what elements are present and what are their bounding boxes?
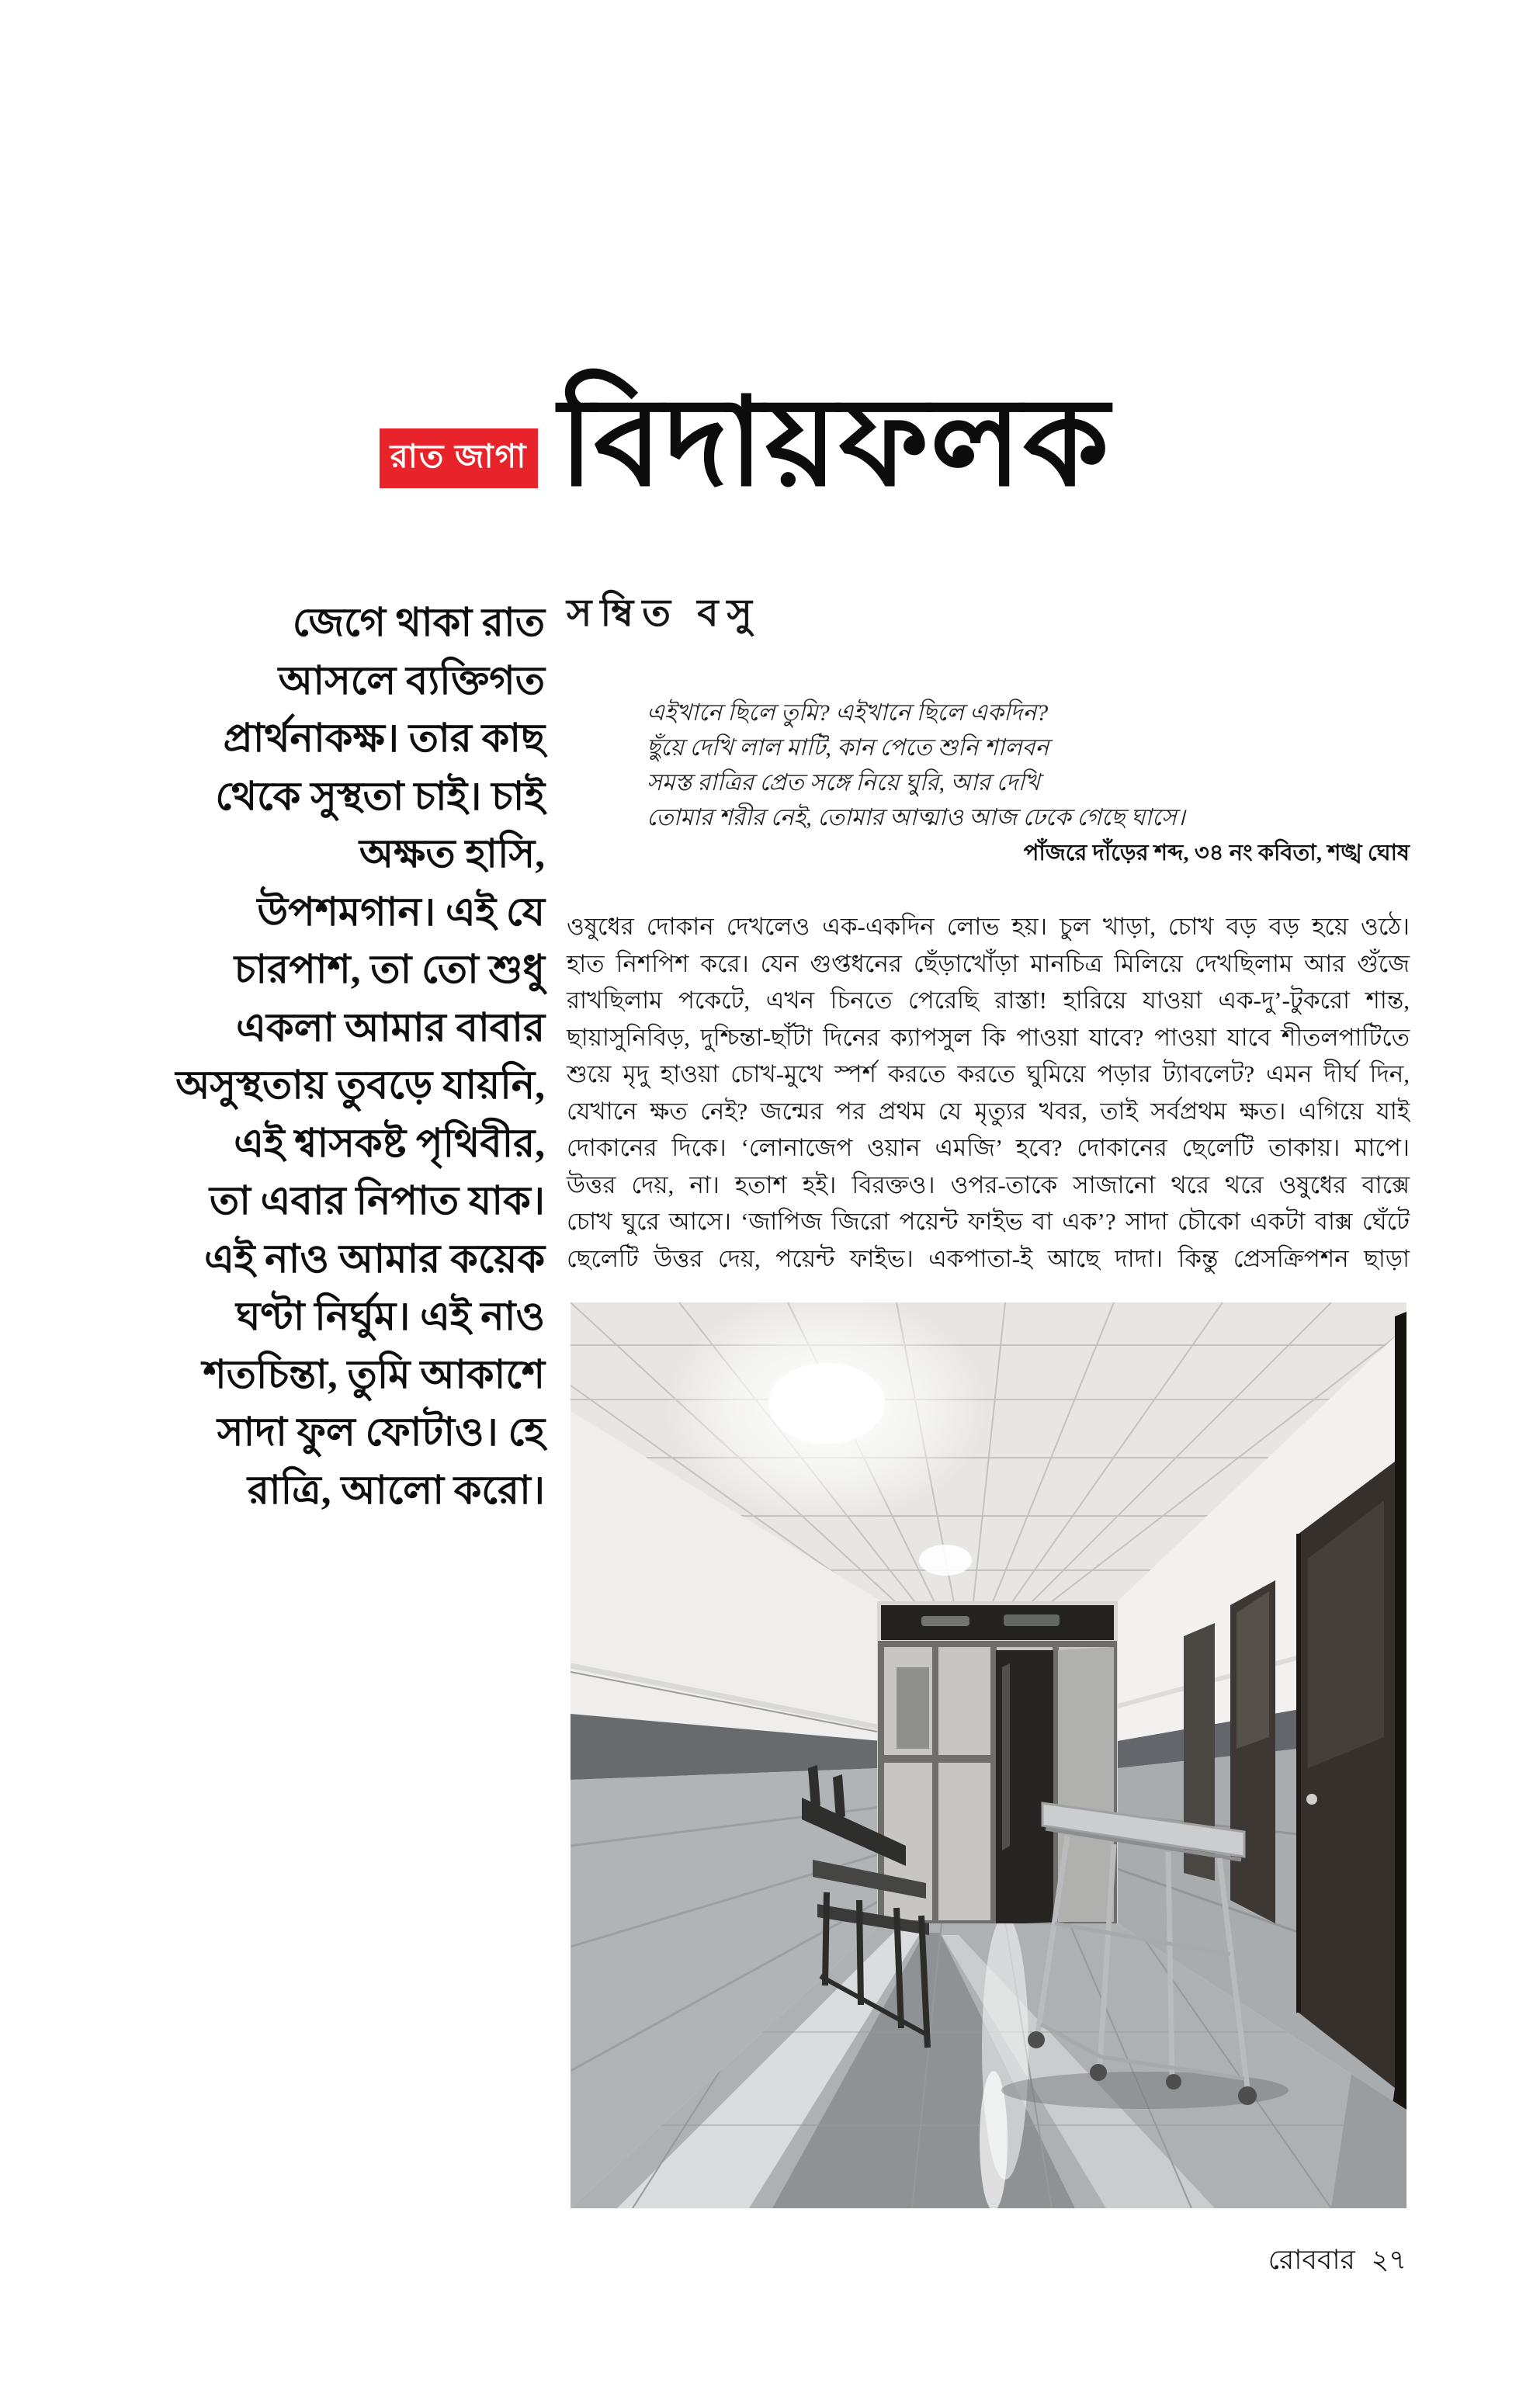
text-line: চোখ ঘুরে আসে। ‘জাপিজ জিরো পয়েন্ট ফাইভ বা এক’? সাদা চৌকো একটা বাক্স ঘেঁটে — [567, 1208, 1410, 1235]
text-line: এই শ্বাসকষ্ট পৃথিবীর, — [234, 1122, 545, 1166]
text-line: সাদা ফুল ফোটাও। হে — [217, 1411, 545, 1455]
text-line: ছুঁয়ে দেখি লাল মাটি, কান পেতে শুনি শালবন — [647, 735, 1049, 761]
text-line: উত্তর দেয়, না। হতাশ হই। বিরক্তও। ওপর-তাকে সাজানো থরে থরে ওষুধের বাক্সে — [567, 1170, 1410, 1198]
text-line: ছেলেটি উত্তর দেয়, পয়েন্ট ফাইভ। একপাতা-ই আছে দাদা। কিন্তু প্রেসক্রিপশন ছাড়া — [567, 1244, 1410, 1272]
text-line: তোমার শরীর নেই, তোমার আত্মাও আজ ঢেকে গেছে ঘাসে। — [647, 805, 1185, 831]
text-line: এইখানে ছিলে তুমি? এইখানে ছিলে একদিন? — [647, 700, 1049, 726]
kicker-label: রাত জাগা — [390, 439, 528, 475]
text-line: আসলে ব্যক্তিগত — [278, 659, 545, 703]
article-body — [567, 908, 1410, 1277]
text-line: ছায়াসুনিবিড়, দুশ্চিন্তা-ছাঁটা দিনের ক্যাপসুল কি পাওয়া যাবে? পাওয়া যাবে শীতলপাটিতে — [567, 1023, 1410, 1051]
text-line: সমস্ত রাত্রির প্রেত সঙ্গে নিয়ে ঘুরি, আর দেখি — [647, 770, 1040, 796]
author-byline: সম্বিত বসু — [567, 591, 761, 634]
kicker-badge — [380, 428, 538, 488]
text-line: একলা আমার বাবার — [236, 1006, 545, 1050]
poem-quote — [647, 695, 1345, 835]
text-line: দোকানের দিকে। ‘লোনাজেপ ওয়ান এমজি’ হবে? দোকানের ছেলেটি তাকায়। মাপে। — [567, 1134, 1410, 1161]
hospital-corridor-photo — [571, 1302, 1406, 2208]
text-line: ওষুধের দোকান দেখলেও এক-একদিন লোভ হয়। চুল খাড়া, চোখ বড় বড় হয়ে ওঠে। — [567, 913, 1410, 940]
text-line: জেগে থাকা রাত — [292, 602, 545, 645]
text-line: যেখানে ক্ষত নেই? জন্মের পর প্রথম যে মৃত্যুর খবর, তাই সর্বপ্রথম ক্ষত। এগিয়ে যাই — [567, 1097, 1410, 1125]
text-line: ঘণ্টা নির্ঘুম। এই নাও — [235, 1295, 545, 1339]
article-headline: বিদায়ফলক — [559, 376, 1111, 512]
text-line: অসুস্থতায় তুবড়ে যায়নি, — [175, 1064, 545, 1108]
text-line: শুয়ে মৃদু হাওয়া চোখ-মুখে স্পর্শ করতে করতে ঘুমিয়ে পড়ার ট্যাবলেট? এমন দীর্ঘ দিন, — [567, 1060, 1410, 1087]
corridor-illustration — [571, 1302, 1406, 2208]
text-line: চারপাশ, তা তো শুধু — [234, 949, 545, 992]
text-line: অক্ষত হাসি, — [359, 833, 545, 876]
text-line: রাত্রি, আলো করো। — [247, 1469, 545, 1513]
page-number: ২৭ — [1371, 2245, 1406, 2275]
page-footer — [1259, 2239, 1406, 2284]
pull-quote-column — [109, 595, 545, 1520]
text-line: রাখছিলাম পকেটে, এখন চিনতে পেরেছি রাস্তা! হারিয়ে যাওয়া এক-দু’-টুকরো শান্ত, — [567, 987, 1410, 1014]
text-line: এই নাও আমার কয়েক — [204, 1237, 545, 1281]
text-line: উপশমগান। এই যে — [257, 890, 545, 935]
poem-attribution: পাঁজরে দাঁড়ের শব্দ, ৩৪ নং কবিতা, শঙ্খ ঘোষ — [1023, 841, 1410, 865]
text-line: শতচিন্তা, তুমি আকাশে — [203, 1353, 545, 1397]
text-line: হাত নিশপিশ করে। যেন গুপ্তধনের ছেঁড়াখোঁড়া মানচিত্র মিলিয়ে দেখছিলাম আর গুঁজে — [567, 949, 1410, 977]
text-line: থেকে সুস্থতা চাই। চাই — [215, 775, 545, 819]
text-line: প্রার্থনাকক্ষ। তার কাছ — [223, 717, 545, 761]
magazine-name: রোববার — [1268, 2245, 1355, 2275]
text-line: তা এবার নিপাত যাক। — [209, 1180, 545, 1223]
